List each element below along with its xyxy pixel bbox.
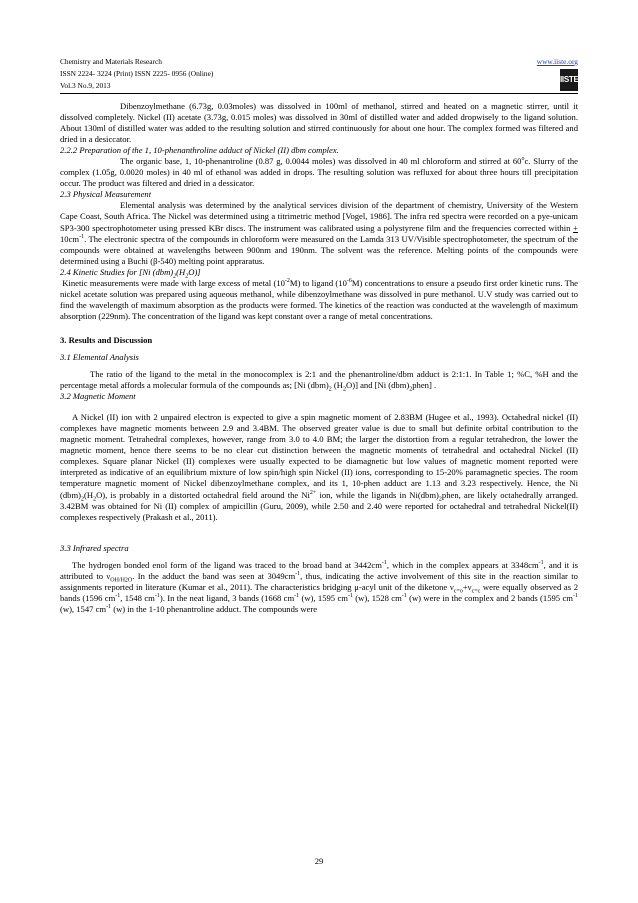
page-header — [60, 56, 578, 92]
paragraph-phenanthroline-adduct: The organic base, 1, 10-phenantroline (0.87 g, 0.0044 moles) was dissolved in 40 ml chloroform and stirred at 60$^o$c. Slurry of the complex (1.05g, 0.0020 moles) in 40 ml of ethanol was added in drops. The resulting solution was refluxed for about three hours till precipitation occur. The product was filtered and dried in a dessicator. — [60, 156, 578, 189]
iiste-logo: IISTE — [560, 69, 578, 91]
paragraph-magnetic-moment: A Nickel (II) ion with 2 unpaired electron is expected to give a spin magnetic moment of 2.83BM (Hugee et al., 1993). Octahedral nickel (II) complexes have magnetic moments between 2.9 and 3.4BM. The observed greater value is due to small but definite orbital contribution to the magnetic moment. Tetrahedral complexes, however, range from 3.0 to 4.0 BM; the larger the distortion from a regular tetrahedron, the lower the magnetic moment, hence there seems to be no clear cut distinction between the magnetic moments of tetrahedral and octahedral Nickel (II) complexes. Square planar Nickel (II) complexes were usually expected to be diamagnetic but low values of magnetic moment reported were interpreted as indicative of an equilibrium mixture of low spin/high spin Nickel (II) ions, corresponding to 15-20% paramagnetic species. The room temperature magnetic moment of Nickel dibenzoylmethane complex, and its 1, 10-phen adduct are 1.13 and 3.23 respectively. Hence, the Ni $(dbm)_2(H_2O)$, is probably in a distorted octahedral field around the $Ni^{2+}$ ion, while the ligands in $Ni(dbm)_2phen$, are likely octahedrally arranged. 3.42BM was obtained for Ni (II) complex of ampicillin (Guru, 2009), while 2.50 and 2.40 were reported for octahedral and tetrahedral Nickel(II) complexes respectively (Prakash et al., 2011). — [60, 412, 579, 522]
section-heading-3: 3. Results and Discussion — [60, 334, 153, 345]
section-heading-3-3: 3.3 Infrared spectra — [60, 542, 129, 553]
section-heading-2-2-2: 2.2.2 Preparation of the 1, 10-phenanthroline adduct of Nickel (II) dbm complex. — [60, 145, 339, 156]
journal-name: Chemistry and Materials Research — [60, 57, 163, 66]
header-divider — [60, 93, 578, 94]
section-heading-3-2: 3.2 Magnetic Moment — [60, 391, 136, 402]
section-heading-3-1: 3.1 Elemental Analysis — [60, 351, 139, 362]
article-body — [60, 101, 578, 615]
paragraph-dbm-preparation: Dibenzoylmethane (6.73g, 0.03moles) was dissolved in 100ml of methanol, stirred and heated on a magnetic stirrer, until it dissolved completely. Nickel (II) acetate (3.73g, 0.015 moles) was dissolved in 30ml of distilled water and added dropwisely to the ligand solution. About 130ml of distilled water was added to the resulting solution and stirred continuously for about one hour. The complex formed was filtered and dried in a desiccator. — [60, 101, 578, 145]
issn-line: ISSN 2224- 3224 (Print) ISSN 2225- 0956 (Online) — [60, 69, 214, 78]
paragraph-elemental-analysis: The ratio of the ligand to the metal in the monocomplex is 2:1 and the phenantroline/dbm adduct is 2:1:1. In Table 1; %C, %H and the percentage metal affords a molecular formula of the compounds as; [Ni $(dbm)_2$ $(H_2O)$] and [Ni $(dbm)_2phen$] . — [60, 369, 578, 393]
section-heading-2-3: 2.3 Physical Measurement — [60, 189, 152, 200]
paragraph-infrared-spectra: The hydrogen bonded enol form of the ligand was traced to the broad band at $3442cm^{-1}$, which in the complex appears at $3348cm^{-1}$, and it is attributed to $\nu_{OH/H2O}$. In the adduct the band was seen at $3049cm^{-1}$, thus, indicating the active involvement of this site in the reaction similar to assignments reported in literature (Kumar et al., 2011). The characteristics bridging μ-acyl unit of the diketone $\nu_{c=o}+\nu_{c=c}$ were equally observed as 2 bands (1596 $cm^{-1}$, 1548 $cm^{-1}$). In the neat ligand, 3 bands (1668 $cm^{-1}$ (w), 1595 $cm^{-1}$ (w), 1528 $cm^{-1}$ (w) were in the complex and 2 bands (1595 $cm^{-1}$ (w), 1547 $cm^{-1}$ (w) in the 1-10 phenantroline adduct. The compounds were — [60, 559, 578, 614]
paragraph-kinetic-studies: Kinetic measurements were made with large excess of metal $(10^{-2}M)$ to ligand $(10^{-6}M)$ concentrations to ensure a pseudo first order kinetic runs. The nickel acetate solution was prepared using aqueous methanol, while dibenzoylmethane was dissolved in pure methanol. U.V study was carried out to find the wavelength of maximum absorption as the products were formed. The kinetics of the reaction was conducted at the wavelength of maximum absorption (229nm). The concentration of the ligand was kept constant over a range of metal concentrations. — [60, 277, 578, 321]
website-link[interactable]: www.iiste.org — [536, 57, 578, 66]
volume-line: Vol.3 No.9, 2013 — [60, 81, 111, 90]
paragraph-physical-measurement: Elemental analysis was determined by the analytical services division of the department of chemistry, University of the Western Cape Coast, South Africa. The Nickel was determined using a titrimetric method [Vogel, 1986]. The infra red spectra were recorded on a pye-unicam SP3-300 spectrophotometer using pressed KBr discs. The instrument was calibrated using a polystyrene film and the frequencies corrected within + $10cm^{-1}$. The electronic spectra of the compounds in chloroform were measured on the Lamda 313 UV/Visible spectrophotometer, the spectrum of the compounds were obtained at wavelengths between 900nm and 190nm. The solvent was the reference. Melting points of the compounds were determined using a Buchi (β-540) melting point appraratus. — [60, 200, 578, 266]
page-number: 29 — [314, 856, 324, 866]
section-heading-2-4: 2.4 Kinetic Studies for [Ni $(dbm)_2(H_2O)$] — [60, 266, 201, 280]
